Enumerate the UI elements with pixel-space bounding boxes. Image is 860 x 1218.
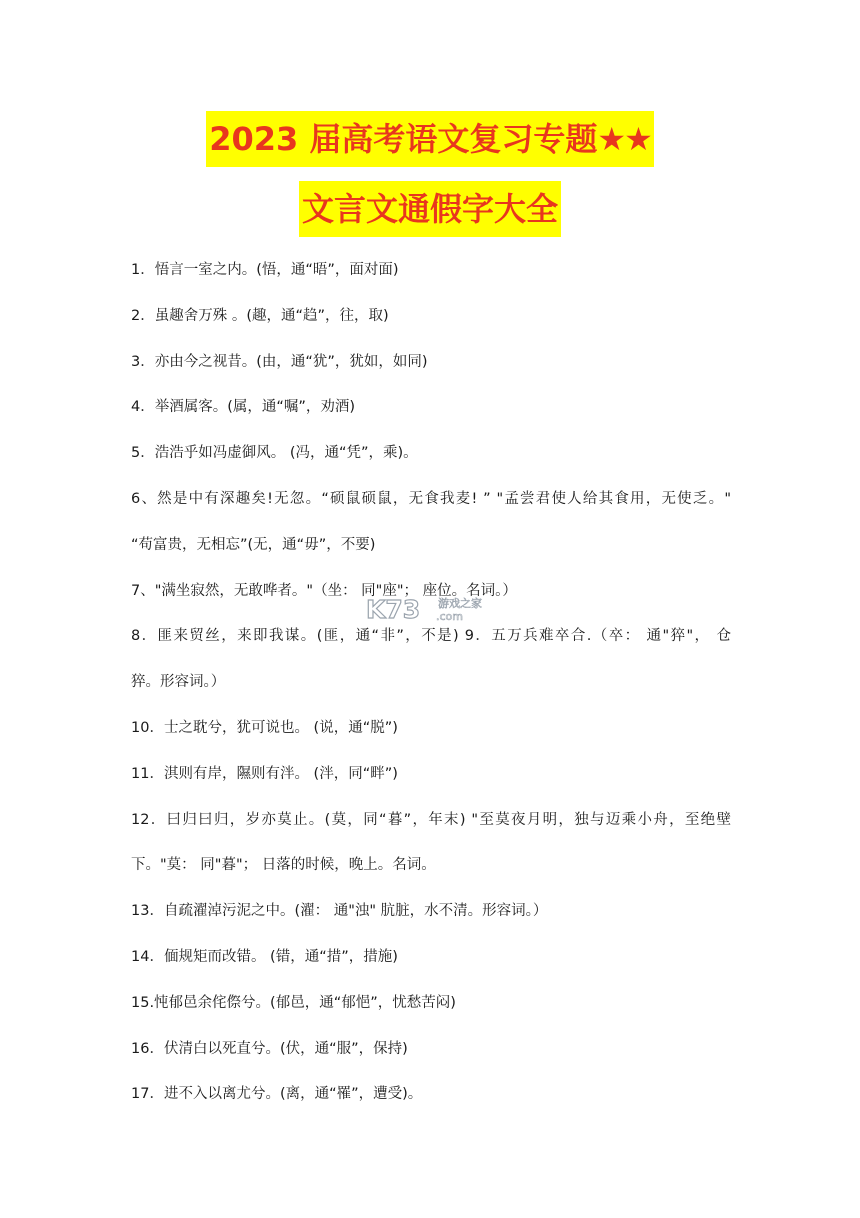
entry-line: 14．偭规矩而改错。 (错，通“措”，措施) (131, 948, 398, 965)
entry-line: 8．匪来贸丝，来即我谋。(匪，通“非”，不是) 9．五万兵难卒合.（卒： 通"猝"， 仓 (131, 628, 731, 645)
document-subtitle: 文言文通假字大全 (299, 181, 561, 237)
entry-line: 1．悟言一室之内。(悟，通“晤”，面对面) (131, 262, 399, 278)
title-stars: ★★ (597, 120, 651, 158)
entry-line: 7、"满坐寂然，无敢哗者。"（坐： 同"座"； 座位。名词。） (131, 582, 517, 599)
entry-line: 12．曰归曰归，岁亦莫止。(莫，同“暮”，年末) "至莫夜月明，独与迈乘小舟，至绝壁 (131, 811, 731, 828)
watermark-logo-text: K73 (366, 595, 421, 624)
watermark-site-text: 游戏之家 (438, 597, 482, 610)
entry-line: 2．虽趣舍万殊 。(趣，通“趋”，往，取) (131, 307, 389, 324)
title-text: 2023 届高考语文复习专题 (209, 120, 598, 158)
entry-line: 4．举酒属客。(属，通“嘱”，劝酒) (131, 399, 356, 416)
entry-line: “苟富贵，无相忘”(无，通“毋”，不要) (131, 536, 376, 553)
title-line-1-wrap (0, 111, 860, 167)
entry-line: 3．亦由今之视昔。(由，通“犹”，犹如，如同) (131, 353, 428, 370)
entry-line: 5．浩浩乎如冯虚御风。 (冯，通“凭”，乘)。 (131, 445, 418, 462)
entry-line: 17．进不入以离尤兮。(离，通“罹”，遭受)。 (131, 1086, 423, 1103)
entry-list (131, 248, 731, 1118)
title-line-2-wrap (0, 181, 860, 237)
entry-line: 猝。形容词。） (131, 674, 226, 691)
entry-line: 16．伏清白以死直兮。(伏，通“服”，保持) (131, 1040, 408, 1057)
entry-line: 6、然是中有深趣矣!无忽。“硕鼠硕鼠，无食我麦! ” "孟尝君使人给其食用，无使乏。" (131, 490, 731, 507)
document-title (206, 111, 654, 167)
watermark-domain-text: .com (436, 610, 463, 623)
entry-line: 10．士之耽兮，犹可说也。 (说，通“脱”) (131, 719, 398, 736)
entry-line: 11．淇则有岸，隰则有泮。 (泮，同“畔”) (131, 765, 398, 782)
entry-line: 下。"莫： 同"暮"； 日落的时候，晚上。名词。 (131, 857, 436, 874)
entry-line: 13．自疏濯淖污泥之中。(濯： 通"浊" 肮脏，水不清。形容词。） (131, 903, 548, 920)
entry-line: 15.忳郁邑余侘傺兮。(郁邑，通“郁悒”，忧愁苦闷) (131, 994, 456, 1011)
